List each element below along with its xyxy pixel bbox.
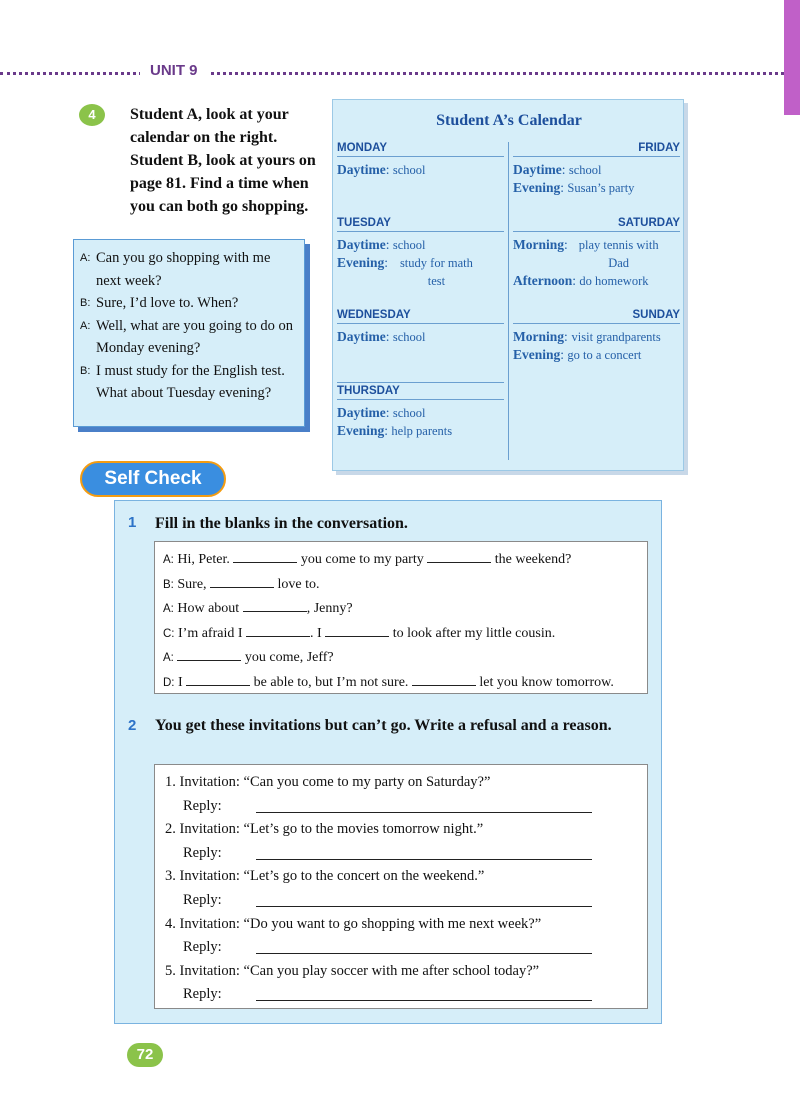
reply-blank[interactable] xyxy=(256,859,592,860)
question-text: You get these invitations but can’t go. Write a refusal and a reason. xyxy=(155,717,612,734)
calendar-day-monday xyxy=(337,142,504,179)
invitation-line: 4. Invitation: “Do you want to go shopping with me next week?” xyxy=(165,915,542,932)
conversation-line: C: I’m afraid I . I to look after my little cousin. xyxy=(163,625,556,641)
calendar-day-wednesday xyxy=(337,309,504,346)
invitation-line: 2. Invitation: “Let’s go to the movies tomorrow night.” xyxy=(165,821,484,838)
dialogue-text: Sure, I’d love to. When? xyxy=(96,295,239,311)
question-number: 2 xyxy=(128,717,137,734)
dialogue-text: I must study for the English test. What about Tuesday evening? xyxy=(96,362,285,401)
calendar-entry: Afternoon: do homework xyxy=(513,273,649,288)
calendar-entry: Morning : visit grandparents xyxy=(513,329,661,344)
calendar-entry: Evening: Susan’s party xyxy=(513,180,635,195)
conversation-line: D: I be able to, but I’m not sure. let you know tomorrow. xyxy=(163,674,614,690)
invitations-box xyxy=(154,764,648,1009)
reply-row: Reply: xyxy=(165,842,637,866)
calendar-day-sunday xyxy=(513,309,680,364)
invitation-line: 3. Invitation: “Let’s go to the concert on the weekend.” xyxy=(165,868,485,885)
day-heading: MONDAY xyxy=(337,142,504,157)
calendar-entry: Morning : play tennis with Dad xyxy=(513,237,659,270)
conversation-line: A: Hi, Peter. you come to my party the weekend? xyxy=(163,552,572,567)
calendar-entry: Evening : study for math test xyxy=(337,255,473,288)
reply-row: Reply: xyxy=(165,795,637,819)
calendar-entry: Daytime: school xyxy=(337,162,426,177)
dialogue-line xyxy=(80,247,298,292)
invitation-line: 1. Invitation: “Can you come to my party on Saturday?” xyxy=(165,774,491,790)
day-heading: THURSDAY xyxy=(337,385,504,400)
calendar-entry: Daytime: school xyxy=(337,237,426,252)
calendar-day-tuesday xyxy=(337,217,504,290)
reply-blank[interactable] xyxy=(256,1000,592,1001)
exercise-instructions: Student A, look at your calendar on the right. Student B, look at yours on page 81. Find a time when you can both go shopping. xyxy=(130,106,316,215)
dialogue-line xyxy=(80,360,298,405)
calendar-title: Student A’s Calendar xyxy=(436,112,582,129)
question-number: 1 xyxy=(128,514,137,531)
speaker-label: A: xyxy=(80,319,91,332)
day-heading: FRIDAY xyxy=(513,142,680,157)
reply-row: Reply: xyxy=(165,983,637,1007)
reply-row: Reply: xyxy=(165,936,637,960)
answer-blank[interactable] xyxy=(243,599,307,612)
exercise-number-badge: 4 xyxy=(79,104,105,126)
calendar-entry: Evening: go to a concert xyxy=(513,347,642,362)
speaker-label: B: xyxy=(80,297,91,309)
answer-blank[interactable] xyxy=(233,550,297,563)
dialogue-text: Can you go shopping with me next week? xyxy=(96,250,271,289)
page-number-badge: 72 xyxy=(127,1043,163,1067)
conversation-line: A: you come, Jeff? xyxy=(163,650,334,665)
reply-blank[interactable] xyxy=(256,812,592,813)
sample-dialogue xyxy=(73,239,305,427)
calendar-entry: Evening: help parents xyxy=(337,423,453,438)
dialogue-line xyxy=(80,292,298,315)
dialogue-text: Well, what are you going to do on Monday evening? xyxy=(96,317,293,356)
calendar-divider xyxy=(508,142,509,460)
answer-blank[interactable] xyxy=(186,673,250,686)
speaker-label: A: xyxy=(80,252,91,264)
answer-blank[interactable] xyxy=(177,648,241,661)
answer-blank[interactable] xyxy=(427,550,491,563)
day-heading: SATURDAY xyxy=(513,217,680,232)
calendar-day-thursday xyxy=(337,385,504,440)
speaker-label: B: xyxy=(80,364,91,377)
calendar-entry: Daytime: school xyxy=(513,162,602,177)
unit-label: UNIT 9 xyxy=(140,62,208,79)
conversation-line: B: Sure, love to. xyxy=(163,576,320,592)
calendar-entry: Daytime: school xyxy=(337,405,426,420)
self-check-badge: Self Check xyxy=(80,461,226,497)
fill-in-conversation-box xyxy=(154,541,648,694)
answer-blank[interactable] xyxy=(246,624,310,637)
day-heading: TUESDAY xyxy=(337,217,504,232)
answer-blank[interactable] xyxy=(412,673,476,686)
conversation-line: A: How about , Jenny? xyxy=(163,601,353,616)
calendar-entry: Daytime: school xyxy=(337,329,426,344)
unit-divider xyxy=(0,72,784,75)
reply-row: Reply: xyxy=(165,889,637,913)
calendar-separator xyxy=(337,382,504,383)
dialogue-line xyxy=(80,315,298,360)
calendar-day-friday xyxy=(513,142,680,197)
answer-blank[interactable] xyxy=(210,575,274,588)
invitation-line: 5. Invitation: “Can you play soccer with me after school today?” xyxy=(165,962,540,979)
question-text: Fill in the blanks in the conversation. xyxy=(155,515,408,532)
reply-blank[interactable] xyxy=(256,906,592,907)
calendar-panel xyxy=(332,99,684,471)
answer-blank[interactable] xyxy=(325,624,389,637)
day-heading: SUNDAY xyxy=(513,309,680,324)
day-heading: WEDNESDAY xyxy=(337,309,504,324)
reply-blank[interactable] xyxy=(256,953,592,954)
side-tab xyxy=(784,0,800,115)
calendar-day-saturday xyxy=(513,217,680,290)
